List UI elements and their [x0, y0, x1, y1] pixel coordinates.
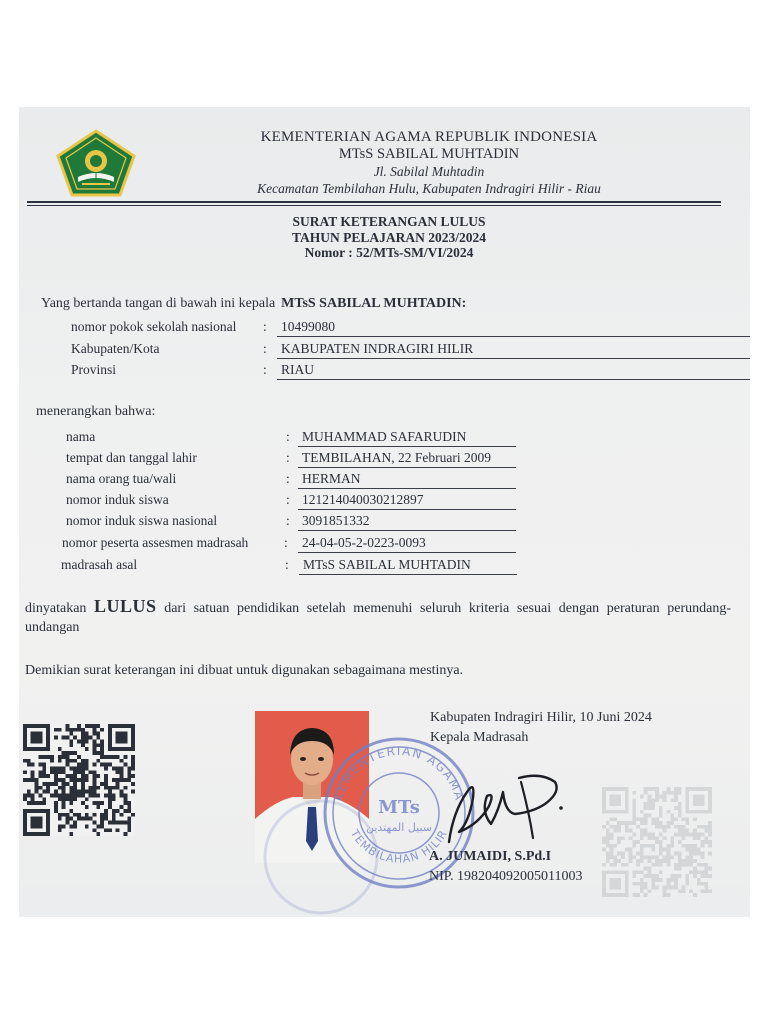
field-value: 10499080 [277, 319, 750, 337]
field-colon: : [263, 362, 267, 377]
letterhead-rule-thin [27, 205, 721, 206]
intro-text: Yang bertanda tangan di bawah ini kepala [41, 296, 276, 311]
field-value: RIAU [277, 362, 750, 380]
certificate-paper [19, 107, 750, 917]
field-label: madrasah asal [61, 557, 138, 572]
field-colon: : [263, 319, 267, 334]
field-colon: : [286, 450, 290, 465]
field-label: tempat dan tanggal lahir [66, 450, 197, 465]
stamp-center-text: MTs [378, 797, 420, 818]
signer-name: A. JUMAIDI, S.Pd.I [429, 849, 552, 864]
stamp-arabic-text: سبيل المهتدين [365, 821, 433, 834]
field-label: nama [66, 429, 96, 444]
field-label: nomor pokok sekolah nasional [71, 319, 237, 334]
academic-year: TAHUN PELAJARAN 2023/2024 [291, 229, 486, 245]
field-colon: : [284, 535, 288, 550]
letterhead-ministry: KEMENTERIAN AGAMA REPUBLIK INDONESIA [260, 129, 598, 145]
handwritten-signature [429, 752, 589, 852]
place-date: Kabupaten Indragiri Hilir, 10 Juni 2024 [430, 710, 652, 725]
letterhead [219, 129, 639, 197]
field-label: Kabupaten/Kota [71, 341, 160, 356]
declares-text: menerangkan bahwa: [36, 404, 156, 419]
field-value: KABUPATEN INDRAGIRI HILIR [277, 341, 750, 359]
field-value: 121214040030212897 [298, 492, 516, 510]
field-label: nomor peserta assesmen madrasah [62, 535, 249, 550]
letterhead-district: Kecamatan Tembilahan Hulu, Kabupaten Indragiri Hilir - Riau [257, 181, 601, 196]
field-colon: : [286, 513, 290, 528]
field-value: HERMAN [298, 471, 516, 489]
letterhead-school: MTsS SABILAL MUHTADIN [338, 146, 520, 162]
field-colon: : [286, 492, 290, 507]
field-label: nomor induk siswa nasional [66, 513, 218, 528]
signer-position: Kepala Madrasah [430, 730, 529, 745]
intro-madrasah: MTsS SABILAL MUHTADIN: [281, 296, 467, 311]
qr-code-show-through [597, 787, 717, 897]
field-colon: : [286, 429, 290, 444]
field-colon: : [285, 557, 289, 572]
letter-number: Nomor : 52/MTs-SM/VI/2024 [304, 245, 474, 260]
graduation-statement [25, 597, 731, 637]
signature-block [430, 708, 652, 748]
kemenag-logo [56, 129, 136, 197]
letterhead-street: Jl. Sabilal Muhtadin [373, 164, 485, 179]
statement-post: dari satuan pendidikan setelah memenuhi seluruh kriteria sesuai dengan peraturan perundang-undangan [25, 601, 732, 635]
title-line: SURAT KETERANGAN LULUS [292, 214, 486, 229]
closing-sentence: Demikian surat keterangan ini dibuat untuk digunakan sebagaimana mestinya. [25, 663, 464, 678]
stamp-arc-top: KEMENTERIAN AGAMA [331, 743, 467, 803]
graduation-status: LULUS [94, 596, 157, 616]
document-title [219, 214, 559, 261]
field-label: nomor induk siswa [66, 492, 169, 507]
signer-identity [429, 847, 583, 887]
field-value: MTsS SABILAL MUHTADIN [299, 557, 517, 575]
intro-sentence [41, 296, 466, 312]
letterhead-rule [27, 201, 721, 203]
field-value: 24-04-05-2-0223-0093 [298, 535, 516, 553]
field-value: TEMBILAHAN, 22 Februari 2009 [298, 450, 516, 468]
field-value: 3091851332 [298, 513, 516, 531]
stamp-arc-bottom: TEMBILAHAN HILIR [347, 827, 451, 866]
field-label: Provinsi [71, 362, 117, 377]
field-colon: : [263, 341, 267, 356]
field-value: MUHAMMAD SAFARUDIN [298, 429, 516, 447]
statement-pre: dinyatakan [25, 601, 87, 616]
qr-code [21, 724, 137, 836]
signer-nip: NIP. 198204092005011003 [429, 869, 583, 884]
field-colon: : [286, 471, 290, 486]
field-label: nama orang tua/wali [66, 471, 177, 486]
